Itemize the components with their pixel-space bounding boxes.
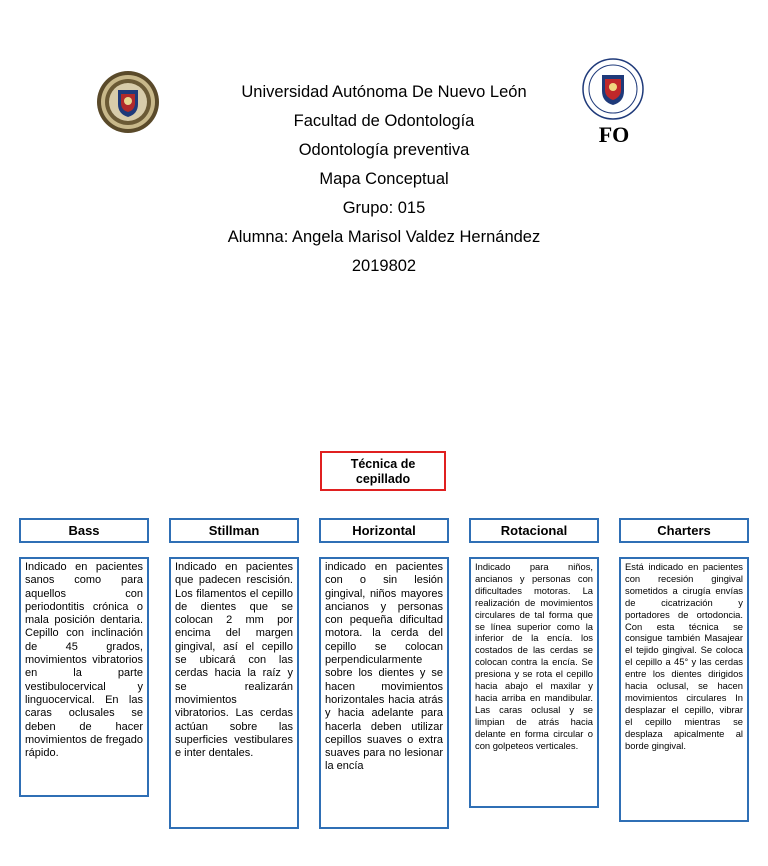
heading-bass: Bass	[19, 518, 149, 543]
university-name: Universidad Autónoma De Nuevo León	[241, 83, 527, 101]
description-stillman: Indicado en pacientes que padecen rescisión. Los filamentos el cepillo de dientes que se colocan 2 mm por encima del margen gingival, así el cepillo se ubicará con las cerdas hacia la raíz y se realizarán movimientos vibratorios. Las cerdas actúan sobre las superficies vestibulares e inter dentales.	[169, 557, 299, 829]
document-type: Mapa Conceptual	[319, 170, 449, 188]
heading-stillman: Stillman	[169, 518, 299, 543]
heading-charters: Charters	[619, 518, 749, 543]
student-name: Alumna: Angela Marisol Valdez Hernández	[227, 228, 541, 246]
student-id: 2019802	[351, 257, 417, 275]
description-charters: Está indicado en pacientes con recesión gingival sometidos a cirugía envías de cicatrización y portadores de ortodoncia. Con esta técnica se consigue también Masajear el tejido gingival. Se coloca el cepillo a 45° y las cerdas entre los dientes dirigidos hacia oclusal, se hacen movimientos circulares In desplazar el cepillo, vibrar el cepillo mientras se desplaza apicalmente al borde gingival.	[619, 557, 749, 822]
heading-rotacional: Rotacional	[469, 518, 599, 543]
heading-horizontal: Horizontal	[319, 518, 449, 543]
description-rotacional: Indicado para niños, ancianos y personas con dificultades motoras. La realización de movimientos circulares de tal forma que se línea superior como la inferior de la encía. los costados de las cerdas se colocan contra la encía. Se presiona y se rota el cepillo hacia abajo el maxilar y hacia arriba en mandibular. Las caras oclusal y se limpian de atrás hacia delante en forma circular o con golpeteos verticales.	[469, 557, 599, 808]
document-header	[0, 78, 768, 281]
course-name: Odontología preventiva	[298, 141, 470, 159]
concept-map-title: Técnica de cepillado	[320, 451, 446, 491]
description-horizontal: indicado en pacientes con o sin lesión gingival, niños mayores ancianos y personas con pequeña dificultad motora. la cerda del cepillo se colocan perpendicularmente sobre los dientes y se hacen movimientos horizontales hacia atrás y hacia adelante para hacerla deben utilizar cepillos suaves o extra suaves para no lesionar la encía	[319, 557, 449, 829]
group-number: Grupo: 015	[342, 199, 426, 217]
description-bass: Indicado en pacientes sanos como para aquellos con periodontitis crónica o mala posición dentaria. Cepillo con inclinación de 45 grados, movimientos vibratorios en la parte vestibulocervical y linguocervical. En las caras oclusales se deben de hacer movimientos de fregado rápido.	[19, 557, 149, 797]
faculty-name: Facultad de Odontología	[293, 112, 475, 130]
faculty-logo-text: FO	[598, 122, 630, 147]
